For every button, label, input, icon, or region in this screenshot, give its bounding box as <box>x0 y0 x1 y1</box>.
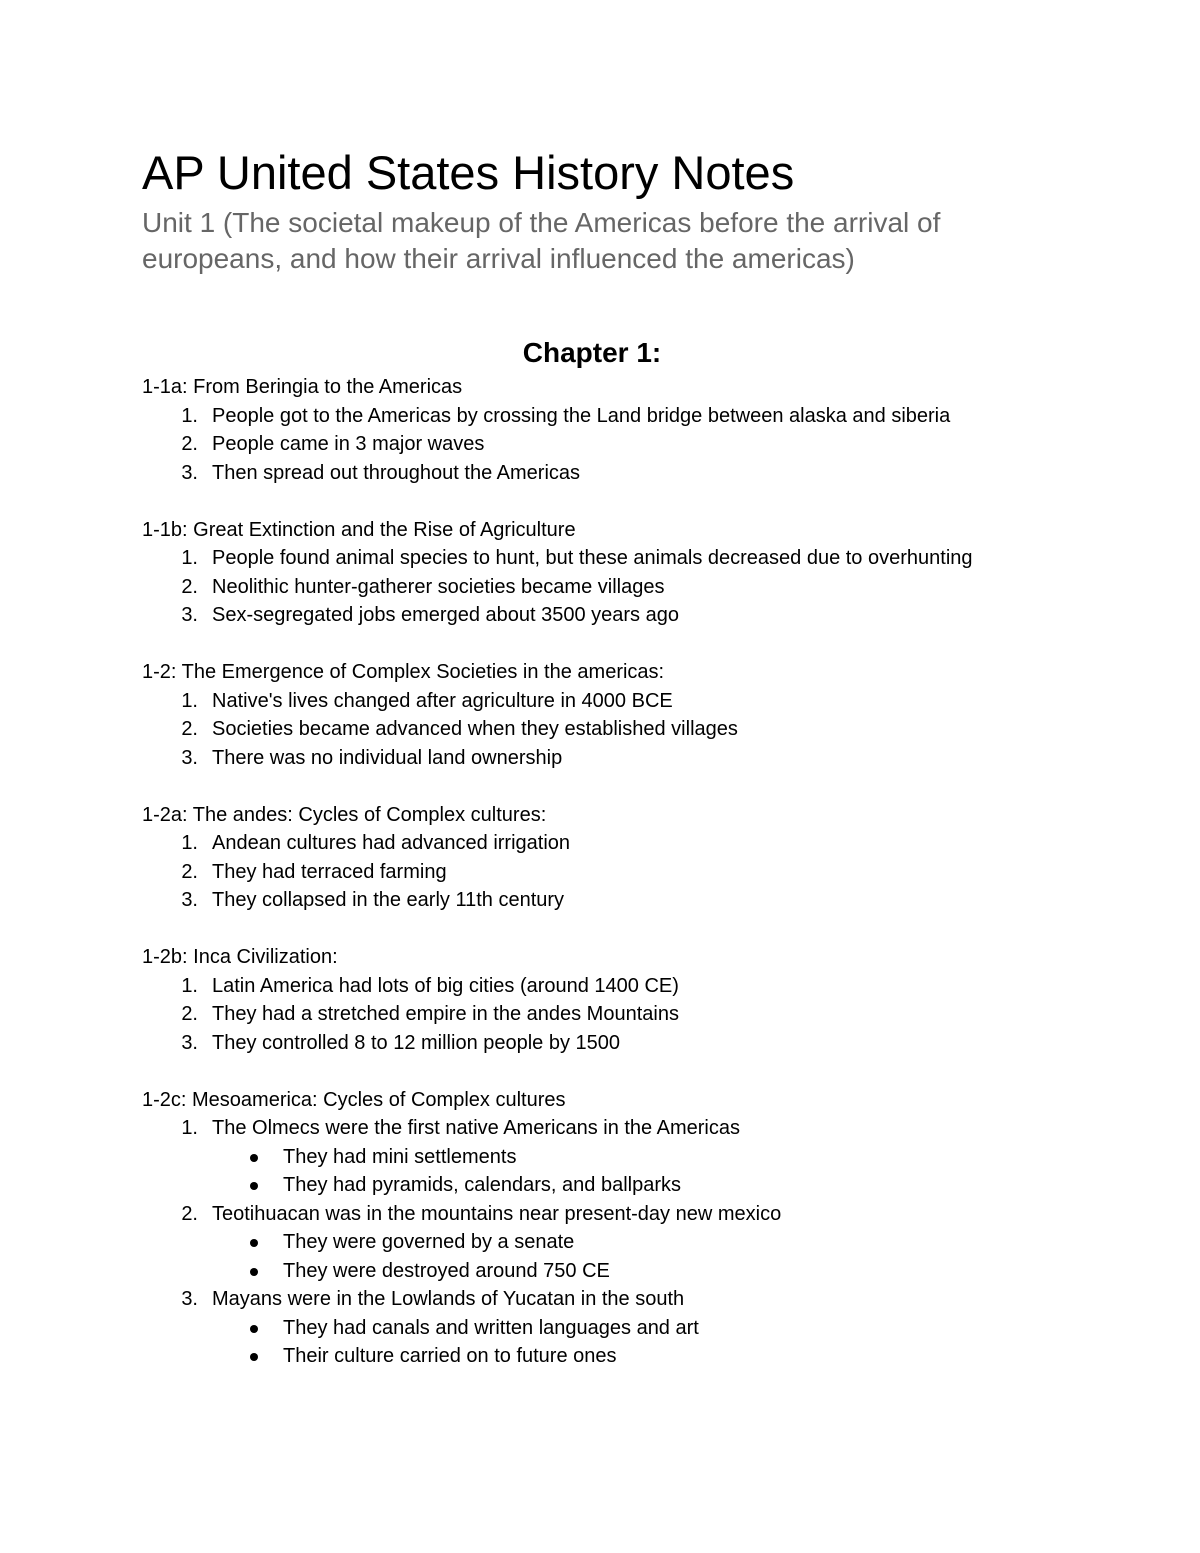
chapter-heading: Chapter 1: <box>522 337 662 368</box>
bullet-item <box>142 1171 1102 1200</box>
list-item-text: Mayans were in the Lowlands of Yucatan in the south <box>212 1288 685 1310</box>
list-item-text: Latin America had lots of big cities (around 1400 CE) <box>212 974 679 997</box>
bullet-item <box>142 1143 1102 1172</box>
list-item-number: 2. <box>181 1003 198 1025</box>
list-item <box>142 402 1102 431</box>
list-item-number: 1. <box>181 689 198 712</box>
list-item-text: They had a stretched empire in the andes Mountains <box>212 1003 679 1025</box>
list-item-number: 3. <box>181 746 198 769</box>
list-item-text: People came in 3 major waves <box>212 433 485 455</box>
notes-section <box>142 801 1102 915</box>
section-heading: 1-2: The Emergence of Complex Societies in the americas: <box>142 661 665 683</box>
bullet-dot-icon <box>250 1268 258 1276</box>
list-item-text: There was no individual land ownership <box>212 746 563 769</box>
list-item-text: Native's lives changed after agriculture in 4000 BCE <box>212 689 673 712</box>
list-item-text: Sex-segregated jobs emerged about 3500 years ago <box>212 604 679 626</box>
list-item-text: People found animal species to hunt, but these animals decreased due to overhunting <box>212 547 973 569</box>
list-item-text: Neolithic hunter-gatherer societies became villages <box>212 575 665 598</box>
list-item-number: 3. <box>181 889 198 911</box>
list-item <box>142 1200 1102 1229</box>
bullet-item <box>142 1342 1102 1371</box>
list-item-number: 2. <box>181 433 198 455</box>
list-item-number: 1. <box>181 1117 198 1139</box>
list-item <box>142 829 1102 858</box>
list-item-number: 2. <box>181 575 198 598</box>
list-item <box>142 858 1102 887</box>
bullet-item-text: They were destroyed around 750 CE <box>283 1259 610 1282</box>
list-item-number: 3. <box>181 461 198 484</box>
list-item <box>142 972 1102 1001</box>
notes-section <box>142 373 1102 487</box>
bullet-item-text: Their culture carried on to future ones <box>283 1345 617 1367</box>
bullet-dot-icon <box>250 1182 258 1190</box>
list-item <box>142 544 1102 573</box>
list-item-number: 3. <box>181 1288 198 1310</box>
list-item-text: Teotihuacan was in the mountains near present-day new mexico <box>212 1202 782 1225</box>
list-item-number: 2. <box>181 1202 198 1225</box>
list-item-number: 1. <box>181 832 198 854</box>
section-heading: 1-1b: Great Extinction and the Rise of Agriculture <box>142 518 576 541</box>
section-heading: 1-1a: From Beringia to the Americas <box>142 376 463 398</box>
bullet-item-text: They had pyramids, calendars, and ballparks <box>283 1174 681 1196</box>
bullet-item-text: They were governed by a senate <box>283 1231 575 1253</box>
list-item <box>142 1285 1102 1314</box>
list-item <box>142 1114 1102 1143</box>
list-item-text: The Olmecs were the first native Americans in the Americas <box>212 1117 740 1139</box>
bullet-item <box>142 1228 1102 1257</box>
list-item <box>142 430 1102 459</box>
list-item <box>142 886 1102 915</box>
list-item <box>142 744 1102 773</box>
bullet-dot-icon <box>250 1325 258 1333</box>
list-item <box>142 1000 1102 1029</box>
list-item <box>142 573 1102 602</box>
list-item-number: 1. <box>181 974 198 997</box>
list-item <box>142 715 1102 744</box>
document-title: AP United States History Notes <box>142 146 795 199</box>
notes-section <box>142 1086 1102 1371</box>
bullet-item-text: They had canals and written languages and art <box>283 1316 699 1339</box>
list-item-number: 2. <box>181 718 198 740</box>
list-item-text: They had terraced farming <box>212 860 447 883</box>
section-heading: 1-2c: Mesoamerica: Cycles of Complex cultures <box>142 1088 566 1111</box>
list-item-number: 3. <box>181 1031 198 1054</box>
list-item-text: They collapsed in the early 11th century <box>212 889 565 911</box>
bullet-item <box>142 1314 1102 1343</box>
document-subtitle: Unit 1 (The societal makeup of the Americas before the arrival of europeans, and how their arrival influenced the americas) <box>142 207 941 274</box>
bullet-item <box>142 1257 1102 1286</box>
bullet-item-text: They had mini settlements <box>283 1145 517 1168</box>
list-item-number: 2. <box>181 860 198 883</box>
bullet-dot-icon <box>250 1239 258 1247</box>
list-item <box>142 601 1102 630</box>
section-heading: 1-2a: The andes: Cycles of Complex cultures: <box>142 803 547 826</box>
bullet-dot-icon <box>250 1154 258 1162</box>
list-item <box>142 1029 1102 1058</box>
list-item-text: People got to the Americas by crossing the Land bridge between alaska and siberia <box>212 404 951 427</box>
bullet-dot-icon <box>250 1353 258 1361</box>
list-item <box>142 459 1102 488</box>
list-item-text: Societies became advanced when they established villages <box>212 718 738 740</box>
section-heading: 1-2b: Inca Civilization: <box>142 946 338 968</box>
list-item-text: Then spread out throughout the Americas <box>212 461 581 484</box>
list-item-text: They controlled 8 to 12 million people by 1500 <box>212 1031 621 1054</box>
notes-sections <box>142 373 1102 1399</box>
notes-section <box>142 658 1102 772</box>
list-item-text: Andean cultures had advanced irrigation <box>212 832 571 854</box>
notes-section <box>142 943 1102 1057</box>
notes-section <box>142 516 1102 630</box>
list-item-number: 1. <box>181 547 198 569</box>
list-item-number: 3. <box>181 604 198 626</box>
list-item <box>142 687 1102 716</box>
list-item-number: 1. <box>181 404 198 427</box>
